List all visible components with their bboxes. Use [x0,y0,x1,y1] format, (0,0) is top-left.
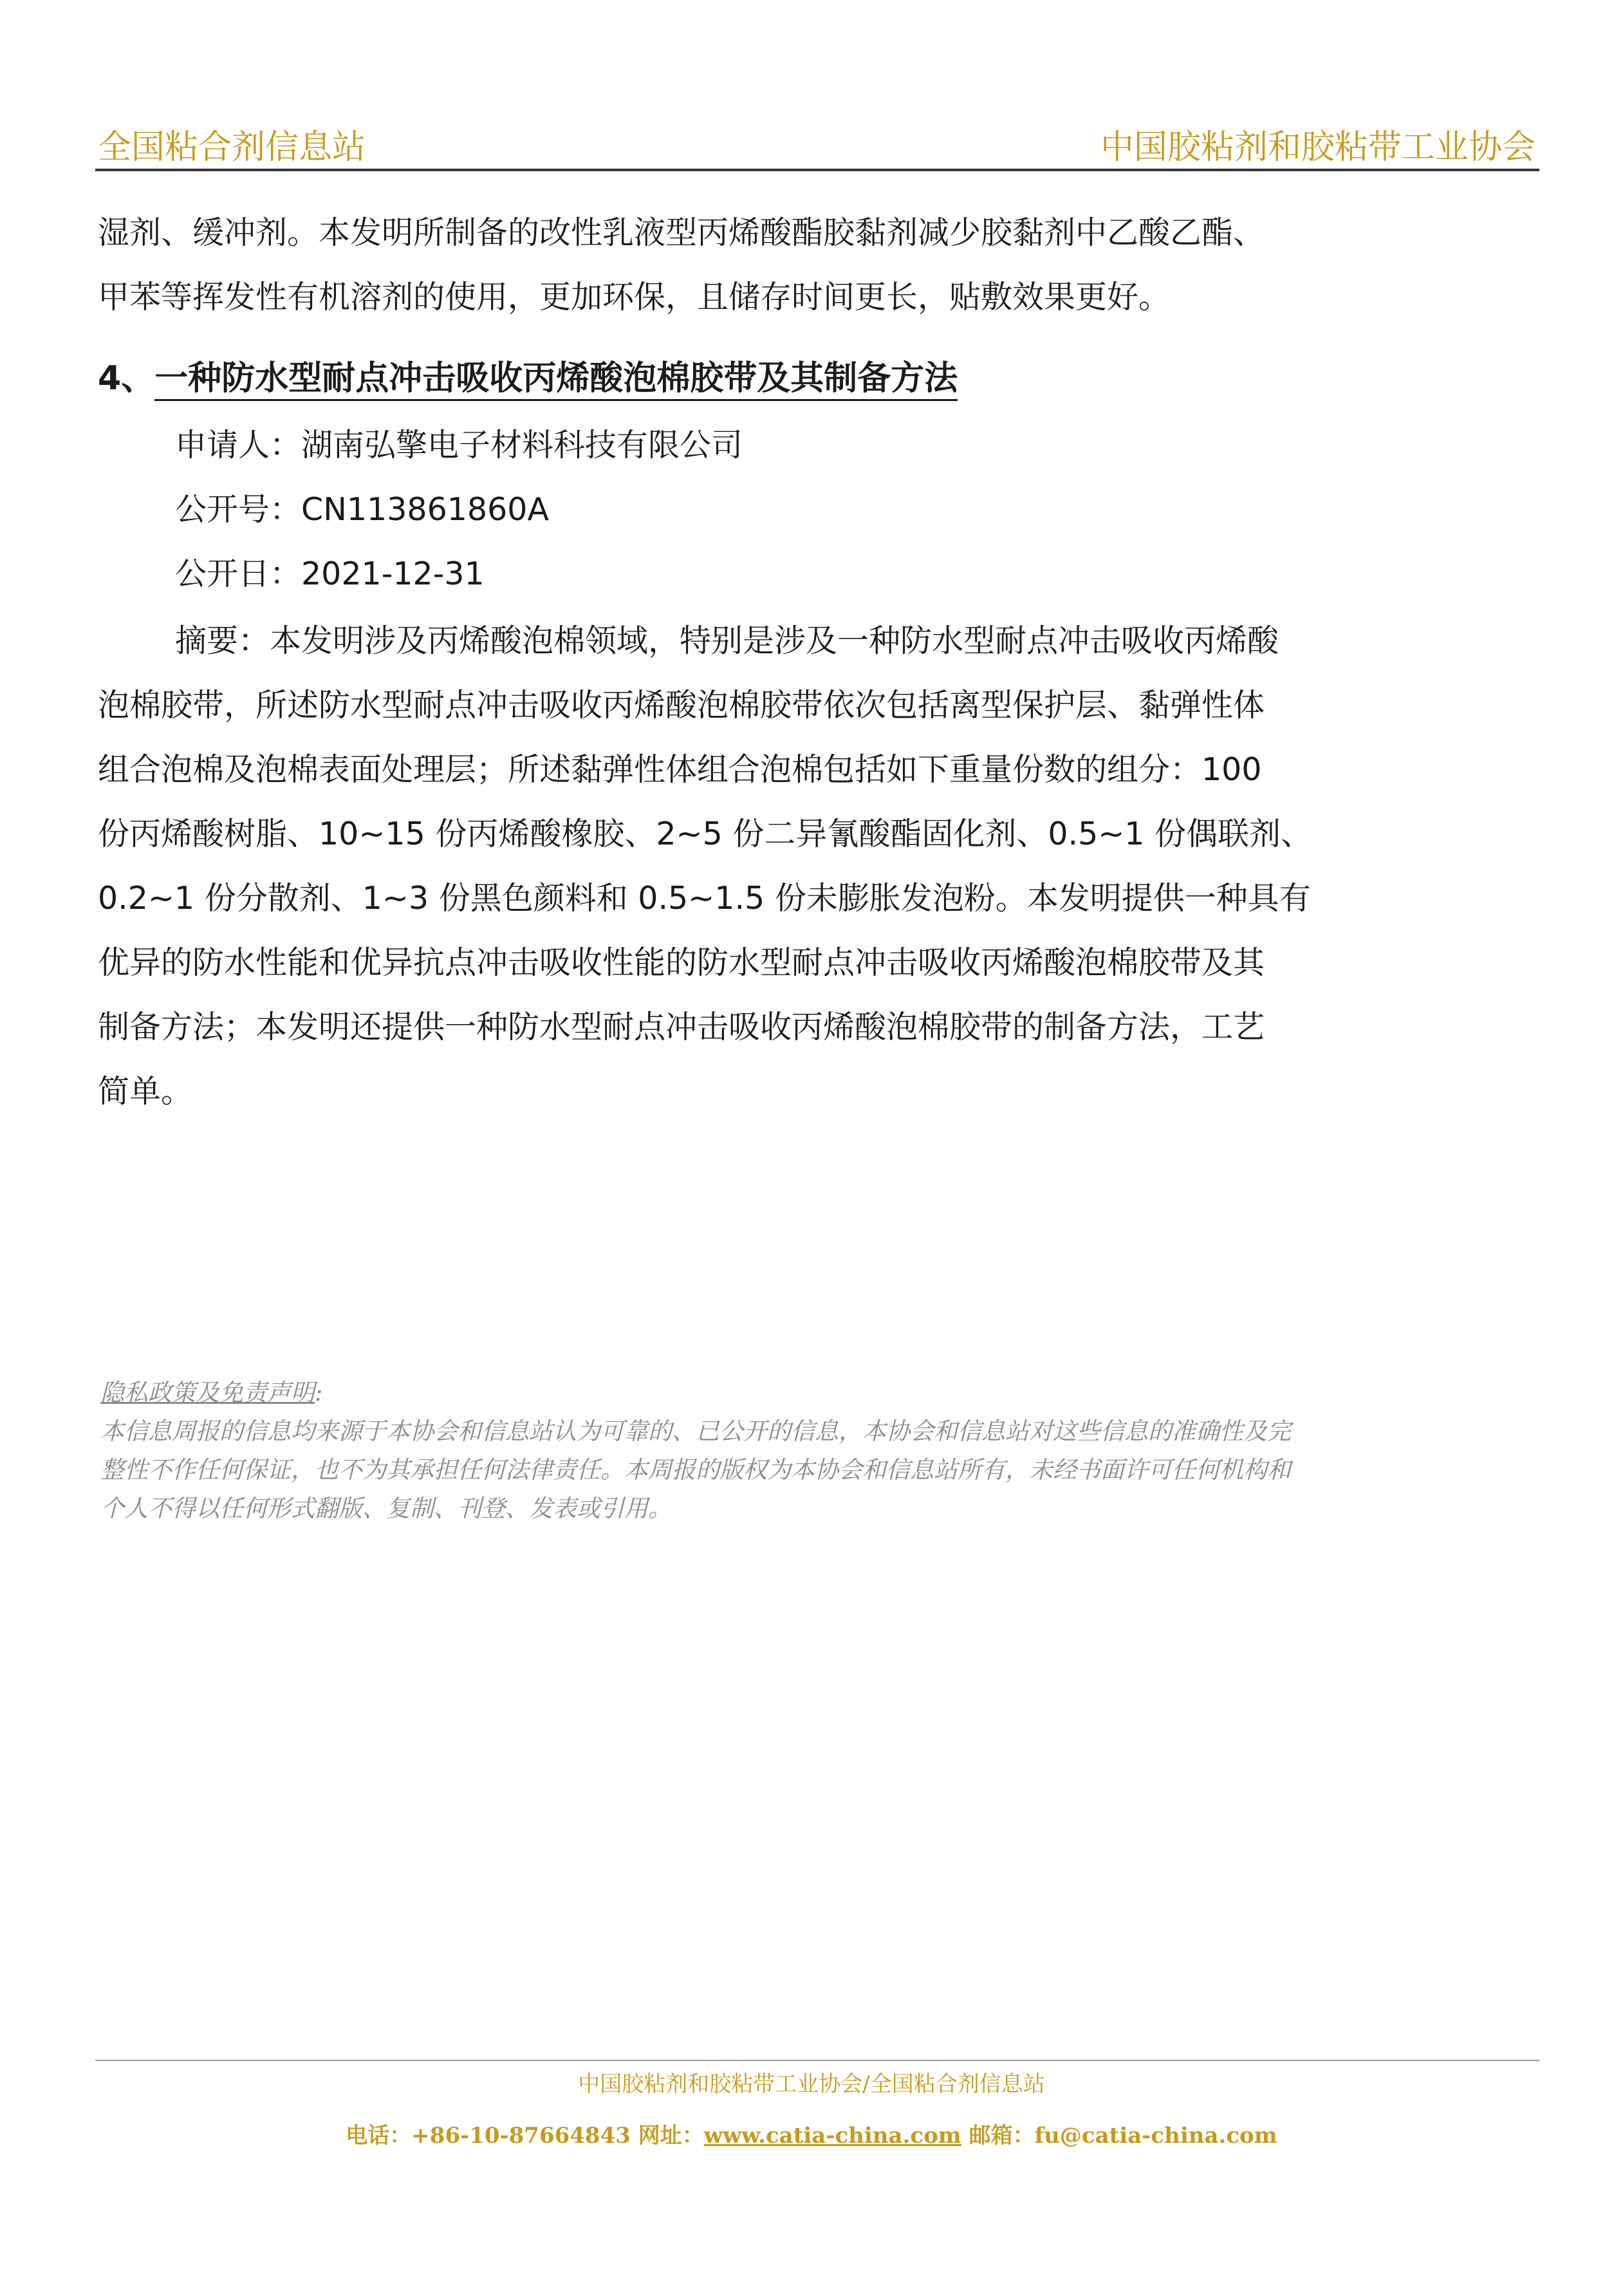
header-left-title: 全国粘合剂信息站 [98,128,366,167]
website-link[interactable]: www.catia-china.com [703,2123,961,2149]
footer-phone: 电话：+86-10-87664843 网址： [346,2123,704,2149]
abstract-paragraph [98,609,1539,1124]
publication-date: 公开日：2021-12-31 [175,555,485,592]
section-title: 一种防水型耐点冲击吸收丙烯酸泡棉胶带及其制备方法 [154,359,958,401]
section-number: 4、 [98,359,155,398]
footer-contact [0,2116,1623,2155]
header-divider [95,169,1539,171]
abstract-line: 泡棉胶带，所述防水型耐点冲击吸收丙烯酸泡棉胶带依次包括离型保护层、黏弹性体 [98,687,1265,723]
publication-number: 公开号：CN113861860A [175,491,549,528]
abstract-line: 组合泡棉及泡棉表面处理层；所述黏弹性体组合泡棉包括如下重量份数的组分：100 [98,751,1262,788]
disclaimer-colon: : [315,1379,323,1406]
disclaimer-line: 本信息周报的信息均来源于本协会和信息站认为可靠的、已公开的信息，本协会和信息站对这些信息的准确性及完 [100,1417,1291,1445]
intro-line: 甲苯等挥发性有机溶剂的使用，更加环保，且储存时间更长，贴敷效果更好。 [98,279,1171,315]
abstract-line: 简单。 [98,1073,193,1110]
footer-organization: 中国胶粘剂和胶粘带工业协会/全国粘合剂信息站 [578,2071,1045,2097]
disclaimer [100,1374,1539,1528]
applicant: 申请人：湖南弘擎电子材料科技有限公司 [175,427,743,463]
page-header [95,115,1538,167]
intro-paragraph [98,201,1539,330]
intro-line: 湿剂、缓冲剂。本发明所制备的改性乳液型丙烯酸酯胶黏剂减少胶黏剂中乙酸乙酯、 [98,214,1265,251]
header-right-title: 中国胶粘剂和胶粘带工业协会 [1100,128,1535,167]
abstract-line: 份丙烯酸树脂、10~15 份丙烯酸橡胶、2~5 份二异氰酸酯固化剂、0.5~1 份偶联剂、 [98,816,1313,852]
disclaimer-line: 整性不作任何保证，也不为其承担任何法律责任。本周报的版权为本协会和信息站所有，未经书面许可任何机构和 [100,1456,1291,1484]
abstract-line: 制备方法；本发明还提供一种防水型耐点冲击吸收丙烯酸泡棉胶带的制备方法，工艺 [98,1009,1265,1045]
section-heading [98,353,958,404]
abstract-line: 优异的防水性能和优异抗点冲击吸收性能的防水型耐点冲击吸收丙烯酸泡棉胶带及其 [98,944,1265,981]
disclaimer-line: 个人不得以任何形式翻版、复制、刊登、发表或引用。 [100,1495,672,1522]
abstract-line: 摘要：本发明涉及丙烯酸泡棉领域，特别是涉及一种防水型耐点冲击吸收丙烯酸 [175,622,1279,659]
abstract-line: 0.2~1 份分散剂、1~3 份黑色颜料和 0.5~1.5 份未膨胀发泡粉。本发明提供一种具有 [98,880,1311,917]
footer-email: 邮箱：fu@catia-china.com [961,2123,1277,2149]
disclaimer-heading [100,1374,1539,1412]
footer-divider [95,2060,1539,2061]
disclaimer-title: 隐私政策及免责声明 [100,1379,315,1406]
